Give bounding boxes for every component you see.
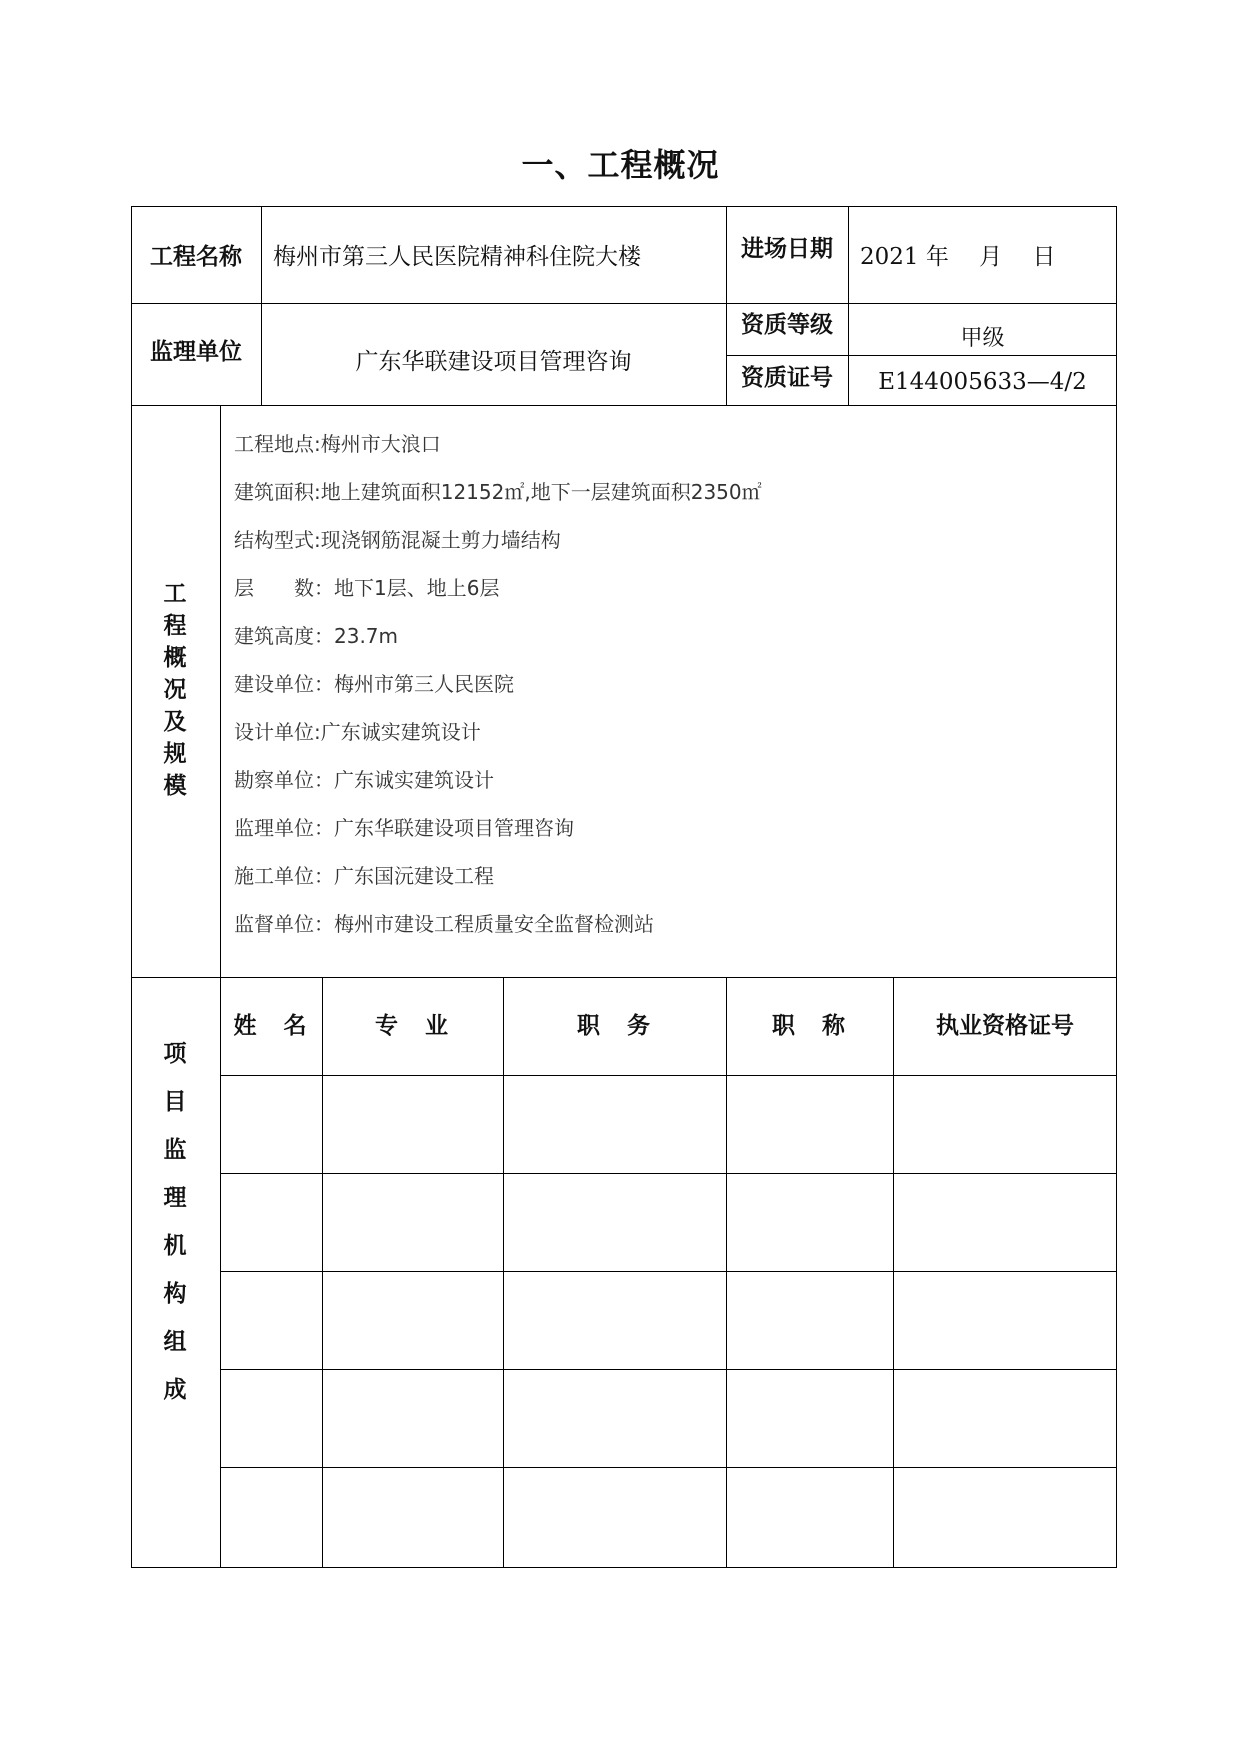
overview-section-label: 工程概况及规模 (163, 580, 187, 799)
overview-line: 建设单位：梅州市第三人民医院 (234, 672, 514, 696)
header-position: 职 务 (577, 1011, 652, 1039)
overview-line: 建筑高度：23.7m (234, 624, 399, 648)
overview-line: 监理单位：广东华联建设项目管理咨询 (234, 816, 574, 840)
entry-date-label: 进场日期 (741, 234, 833, 262)
overview-list (234, 420, 1114, 948)
overview-line: 勘察单位：广东诚实建筑设计 (234, 768, 494, 792)
overview-line: 工程地点:梅州市大浪口 (234, 432, 441, 456)
overview-line: 层 数：地下1层、地上6层 (234, 576, 500, 600)
entry-date-value: 2021 年 月 日 (860, 244, 1056, 270)
supervisor-value: 广东华联建设项目管理咨询 (355, 348, 632, 375)
header-license: 执业资格证号 (936, 1011, 1074, 1039)
overview-line: 设计单位:广东诚实建筑设计 (234, 720, 481, 744)
staff-section-label: 项目监理机构组成 (163, 1040, 187, 1403)
grade-label: 资质等级 (741, 310, 833, 338)
cert-label: 资质证号 (741, 363, 833, 391)
project-name-value: 梅州市第三人民医院精神科住院大楼 (273, 244, 641, 270)
supervisor-label: 监理单位 (150, 337, 242, 365)
project-name-label: 工程名称 (150, 243, 242, 270)
grade-value: 甲级 (960, 325, 1005, 351)
overview-line: 施工单位：广东国沅建设工程 (234, 864, 494, 888)
overview-line: 监督单位：梅州市建设工程质量安全监督检测站 (234, 912, 654, 936)
header-name: 姓 名 (233, 1011, 309, 1039)
page-title: 一、工程概况 (521, 146, 720, 184)
header-title: 职 称 (772, 1011, 847, 1039)
header-major: 专 业 (375, 1011, 450, 1039)
cert-value: E144005633—4/2 (878, 369, 1087, 395)
overview-line: 结构型式:现浇钢筋混凝土剪力墙结构 (234, 528, 561, 552)
overview-line: 建筑面积:地上建筑面积12152㎡,地下一层建筑面积2350㎡ (234, 480, 762, 504)
